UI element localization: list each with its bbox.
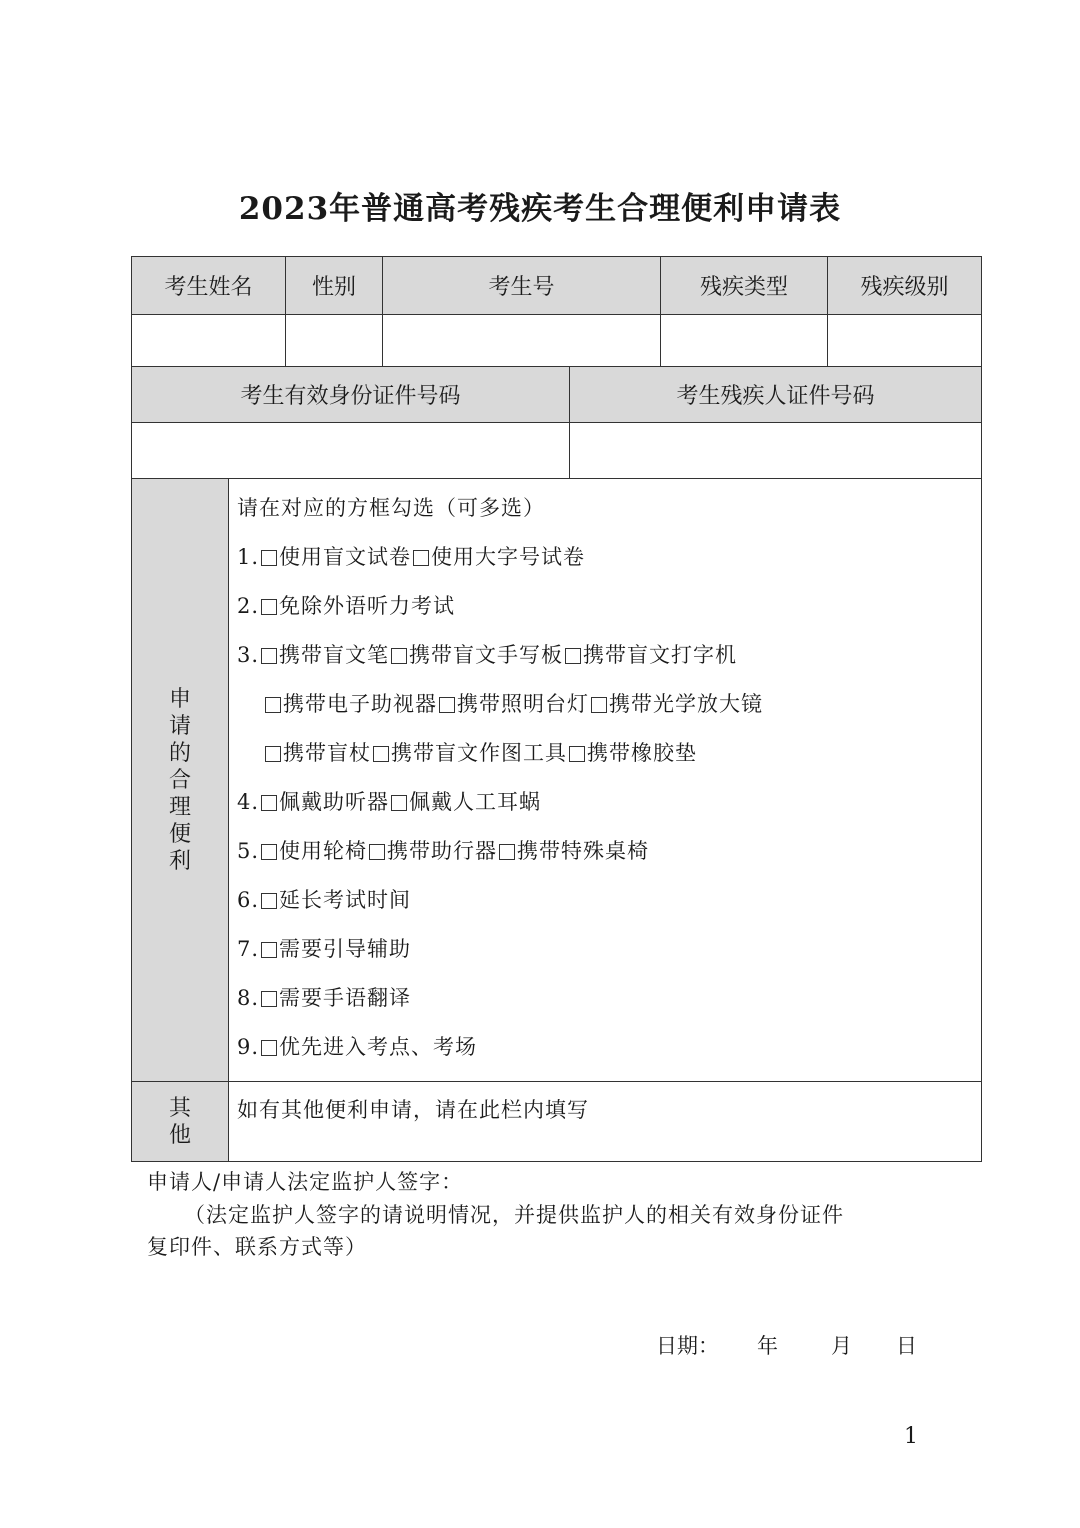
- option-number: 1.: [237, 545, 260, 569]
- option-label: 携带盲文手写板: [409, 643, 564, 667]
- application-label-char: 便: [168, 821, 191, 847]
- option-label: 使用轮椅: [279, 839, 368, 863]
- application-label-char: 的: [168, 740, 191, 766]
- date-month: 月: [831, 1334, 852, 1358]
- option-label: 需要手语翻译: [279, 986, 412, 1010]
- header-gender: 性别: [286, 257, 383, 315]
- other-label-char: 他: [168, 1122, 191, 1148]
- checkbox[interactable]: [369, 844, 385, 860]
- option-label: 免除外语听力考试: [279, 594, 456, 618]
- option-line: [237, 591, 981, 640]
- checkbox[interactable]: [261, 942, 277, 958]
- option-label: 携带橡胶垫: [587, 741, 697, 765]
- header-disability-level: 残疾级别: [828, 257, 982, 315]
- checkbox[interactable]: [373, 746, 389, 762]
- disability-certificate-field[interactable]: [570, 423, 982, 479]
- option-label: 携带盲文作图工具: [391, 741, 567, 765]
- header-disability-certificate: 考生残疾人证件号码: [570, 367, 982, 423]
- option-number: 9.: [237, 1035, 260, 1059]
- option-label: 使用大字号试卷: [431, 545, 586, 569]
- option-number: 3.: [237, 643, 260, 667]
- option-label: 优先进入考点、考场: [279, 1035, 478, 1059]
- application-label-char: 合: [168, 767, 191, 793]
- option-label: 延长考试时间: [279, 888, 412, 912]
- checkbox[interactable]: [261, 893, 277, 909]
- option-number: 7.: [237, 937, 260, 961]
- header-disability-type: 残疾类型: [661, 257, 828, 315]
- option-line: [237, 787, 981, 836]
- options-cell: [229, 479, 982, 1082]
- other-label-char: 其: [168, 1095, 191, 1121]
- option-label: 需要引导辅助: [279, 937, 412, 961]
- checkbox[interactable]: [439, 697, 455, 713]
- checkbox[interactable]: [569, 746, 585, 762]
- option-line: [237, 1032, 981, 1081]
- option-label: 佩戴人工耳蜗: [409, 790, 542, 814]
- option-line: [237, 640, 981, 689]
- guardian-note-line2: 复印件、联系方式等）: [147, 1235, 367, 1259]
- guardian-note-line1: （法定监护人签字的请说明情况，并提供监护人的相关有效身份证件: [184, 1203, 844, 1227]
- option-number: 5.: [237, 839, 260, 863]
- option-number: 6.: [237, 888, 260, 912]
- instruction-text: 请在对应的方框勾选（可多选）: [237, 496, 545, 520]
- option-label: 携带光学放大镜: [609, 692, 763, 716]
- option-number: 8.: [237, 986, 260, 1010]
- option-label: 使用盲文试卷: [279, 545, 412, 569]
- disability-level-field[interactable]: [828, 315, 982, 367]
- option-line: [237, 983, 981, 1032]
- application-label: [132, 479, 229, 1082]
- option-line: [237, 836, 981, 885]
- other-label: [132, 1082, 229, 1162]
- gender-field[interactable]: [286, 315, 383, 367]
- checkbox[interactable]: [261, 795, 277, 811]
- option-number: 2.: [237, 594, 260, 618]
- date-label: 日期：: [656, 1334, 719, 1358]
- option-label: 携带助行器: [387, 839, 498, 863]
- header-id-number: 考生有效身份证件号码: [132, 367, 570, 423]
- checkbox[interactable]: [591, 697, 607, 713]
- option-label: 携带照明台灯: [457, 692, 589, 716]
- disability-type-field[interactable]: [661, 315, 828, 367]
- date-day: 日: [896, 1334, 917, 1358]
- checkbox[interactable]: [413, 550, 429, 566]
- checkbox[interactable]: [391, 648, 407, 664]
- option-line: [237, 934, 981, 983]
- checkbox[interactable]: [261, 648, 277, 664]
- option-line: [237, 542, 981, 591]
- checkbox[interactable]: [261, 991, 277, 1007]
- option-label: 携带盲文笔: [279, 643, 390, 667]
- id-number-field[interactable]: [132, 423, 570, 479]
- name-field[interactable]: [132, 315, 286, 367]
- header-exam-number: 考生号: [383, 257, 661, 315]
- option-line: [237, 738, 981, 787]
- other-requests-hint: 如有其他便利申请，请在此栏内填写: [237, 1098, 589, 1122]
- application-label-char: 理: [168, 794, 191, 820]
- checkbox[interactable]: [261, 844, 277, 860]
- option-line: [237, 689, 981, 738]
- options-list: [237, 542, 981, 1081]
- option-line: [237, 885, 981, 934]
- checkbox[interactable]: [499, 844, 515, 860]
- signature-label: 申请人/申请人法定监护人签字：: [147, 1170, 464, 1194]
- date-year: 年: [757, 1334, 778, 1358]
- option-label: 携带盲杖: [283, 741, 371, 765]
- option-label: 佩戴助听器: [279, 790, 390, 814]
- exam-number-field[interactable]: [383, 315, 661, 367]
- option-number: 4.: [237, 790, 260, 814]
- checkbox[interactable]: [265, 746, 281, 762]
- option-label: 携带盲文打字机: [583, 643, 738, 667]
- checkbox[interactable]: [261, 550, 277, 566]
- header-name: 考生姓名: [132, 257, 286, 315]
- option-label: 携带特殊桌椅: [517, 839, 650, 863]
- checkbox[interactable]: [391, 795, 407, 811]
- checkbox[interactable]: [261, 1040, 277, 1056]
- other-requests-field[interactable]: [229, 1082, 982, 1162]
- checkbox[interactable]: [565, 648, 581, 664]
- application-form-table: [131, 256, 982, 1162]
- checkbox[interactable]: [265, 697, 281, 713]
- application-label-char: 申: [168, 686, 191, 712]
- checkbox[interactable]: [261, 599, 277, 615]
- page-number: 1: [904, 1424, 918, 1449]
- application-label-char: 利: [168, 848, 191, 874]
- option-label: 携带电子助视器: [283, 692, 437, 716]
- form-title: 2023年普通高考残疾考生合理便利申请表: [238, 191, 842, 227]
- application-label-char: 请: [168, 713, 191, 739]
